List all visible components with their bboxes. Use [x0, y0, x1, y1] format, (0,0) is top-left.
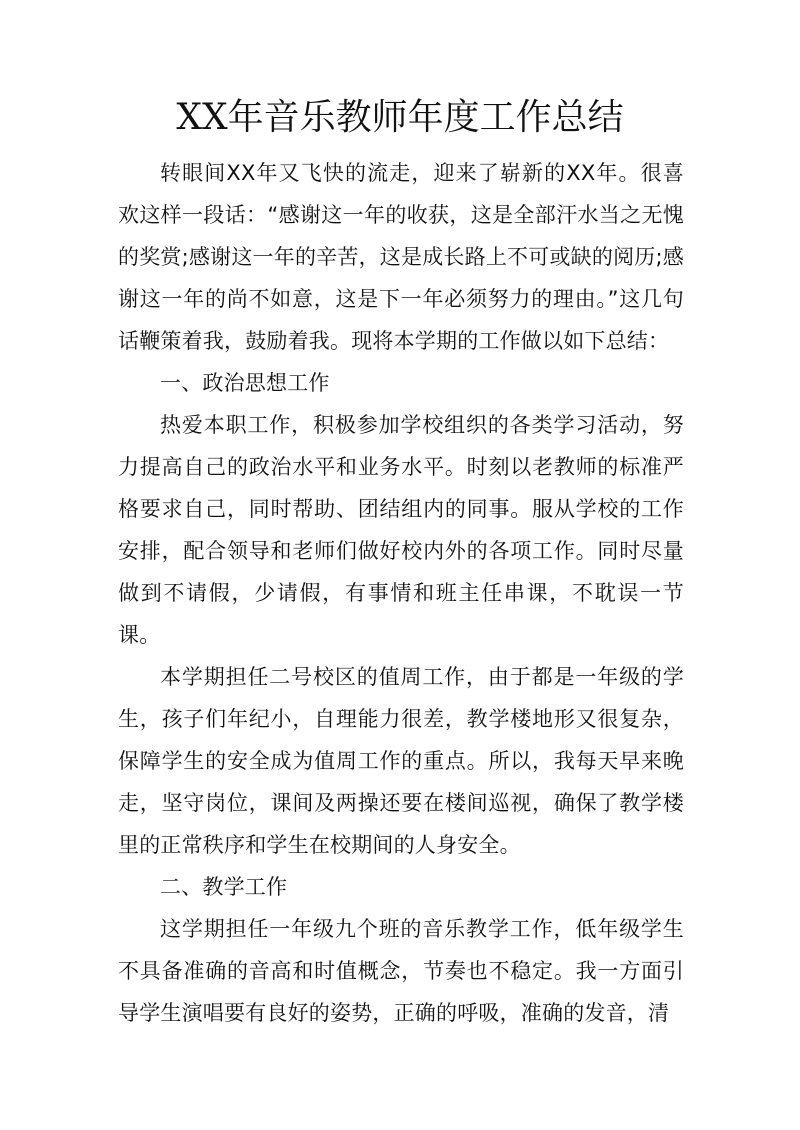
- section-heading-teaching: 二、教学工作: [160, 875, 288, 899]
- document-body: [118, 152, 684, 1034]
- paragraph-teaching-1: 这学期担任一年级九个班的音乐教学工作，低年级学生不具备准确的音高和时值概念，节奏也不稳定。我一方面引导学生演唱要有良好的姿势，正确的呼吸，准确的发音，清: [118, 917, 684, 1025]
- paragraph-political-1: 热爱本职工作，积极参加学校组织的各类学习活动，努力提高自己的政治水平和业务水平。时刻以老教师的标准严格要求自己，同时帮助、团结组内的同事。服从学校的工作安排，配合领导和老师们做好校内外的各项工作。同时尽量做到不请假，少请假，有事情和班主任串课，不耽误一节课。: [118, 413, 684, 647]
- paragraph-political-2: 本学期担任二号校区的值周工作，由于都是一年级的学生，孩子们年纪小，自理能力很差，教学楼地形又很复杂，保障学生的安全成为值周工作的重点。所以，我每天早来晚走，坚守岗位，课间及两操还要在楼间巡视，确保了教学楼里的正常秩序和学生在校期间的人身安全。: [118, 665, 684, 857]
- paragraph-intro: 转眼间XX年又飞快的流走，迎来了崭新的XX年。很喜欢这样一段话：“感谢这一年的收获，这是全部汗水当之无愧的奖赏;感谢这一年的辛苦，这是成长路上不可或缺的阅历;感谢这一年的尚不如意，这是下一年必须努力的理由。”这几句话鞭策着我，鼓励着我。现将本学期的工作做以如下总结：: [118, 161, 684, 353]
- document-title: XX年音乐教师年度工作总结: [176, 97, 624, 138]
- section-heading-political: 一、政治思想工作: [160, 371, 330, 395]
